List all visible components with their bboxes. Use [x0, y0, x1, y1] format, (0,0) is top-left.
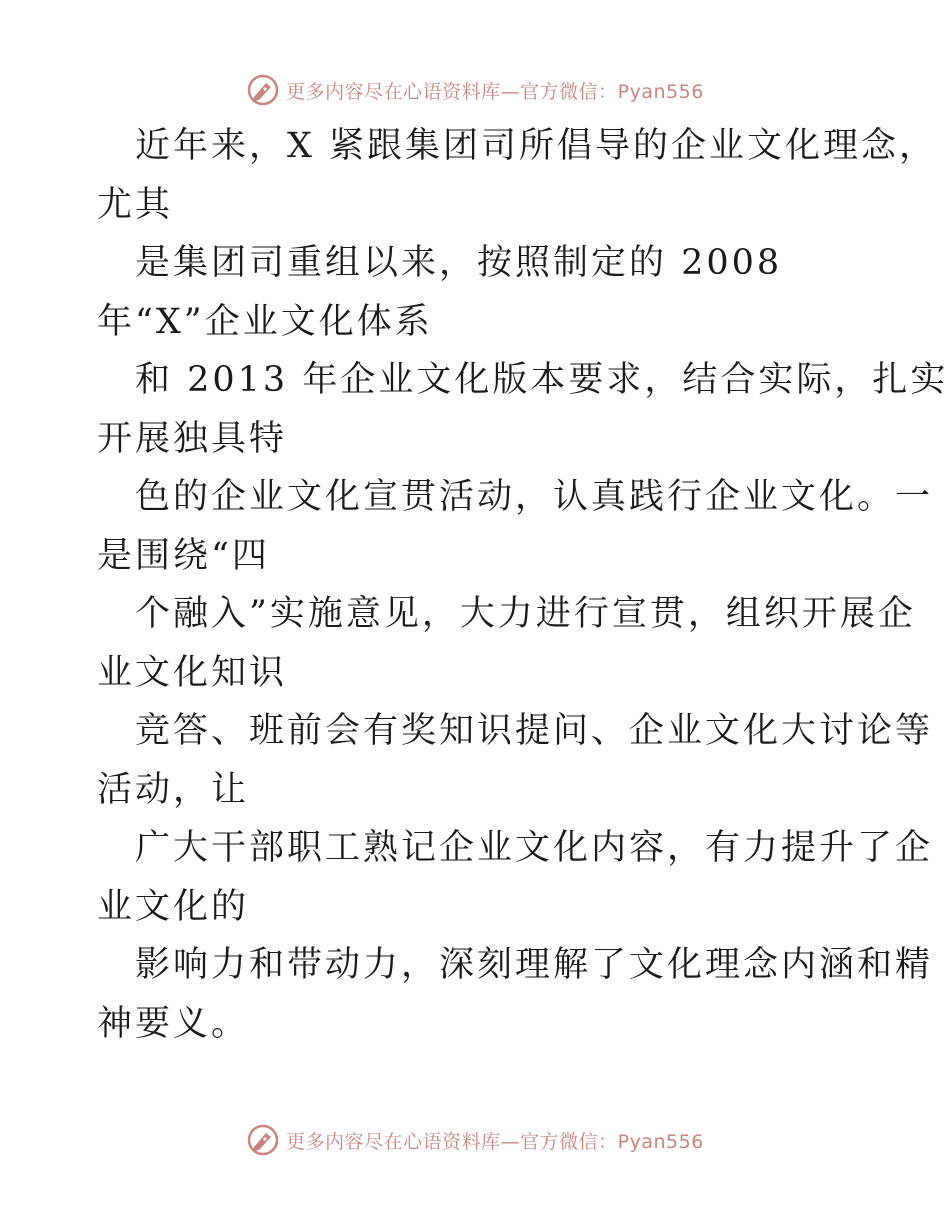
paragraph-line: 活动，让 [97, 769, 250, 810]
footer-watermark-inner [246, 1123, 704, 1157]
paragraph-line: 业文化知识 [97, 652, 288, 693]
paragraph-line: 是围绕“四 [97, 535, 270, 576]
document-body [97, 117, 949, 1053]
paragraph-line: 和 2013 年企业文化版本要求，结合实际，扎实 [135, 360, 949, 400]
header-watermark-text: 更多内容尽在心语资料库—官方微信：Pyan556 [286, 80, 704, 103]
paragraph-line: 尤其 [97, 184, 174, 225]
paragraph-line: 神要义。 [97, 1003, 250, 1044]
paragraph-line: 是集团司重组以来，按照制定的 2008 [135, 243, 783, 283]
paragraph-line: 个融入”实施意见，大力进行宣贯，组织开展企 [135, 594, 916, 634]
header-watermark-inner [246, 73, 704, 107]
paragraph-line: 年“X”企业文化体系 [97, 301, 433, 342]
paragraph-line: 近年来，X 紧跟集团司所倡导的企业文化理念， [135, 126, 938, 166]
paragraph-line: 色的企业文化宣贯活动，认真践行企业文化。一 [135, 477, 934, 517]
paragraph-line: 广大干部职工熟记企业文化内容，有力提升了企 [135, 828, 934, 868]
paragraph-line: 开展独具特 [97, 418, 288, 459]
paragraph-line: 竞答、班前会有奖知识提问、企业文化大讨论等 [135, 711, 934, 751]
pen-nib-logo-icon [246, 1123, 280, 1157]
paragraph-line: 影响力和带动力，深刻理解了文化理念内涵和精 [135, 945, 934, 985]
header-watermark [0, 70, 950, 110]
paragraph-line: 业文化的 [97, 886, 250, 927]
pen-nib-logo-icon [246, 73, 280, 107]
footer-watermark [0, 1120, 950, 1160]
footer-watermark-text: 更多内容尽在心语资料库—官方微信：Pyan556 [286, 1130, 704, 1153]
